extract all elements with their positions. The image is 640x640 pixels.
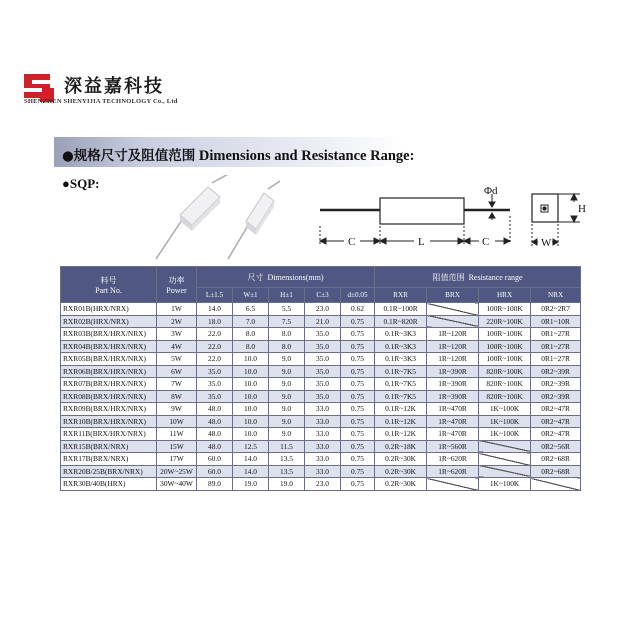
cell-dim-d: 0.75 [341, 428, 375, 441]
cell-res-nrx: 0R2~47R [531, 415, 581, 428]
cell-dim-h: 9.0 [269, 353, 305, 366]
section-title [62, 144, 414, 165]
model-label: ●SQP: [62, 176, 100, 191]
header-power: 功率 Power [157, 267, 197, 303]
cell-res-brx: 1R~390R [427, 390, 479, 403]
cell-dim-c: 33.0 [305, 440, 341, 453]
cell-part-no: RXR04B(BRX/HRX/NRX) [61, 340, 157, 353]
cell-res-rxr: 0.1R~12K [375, 415, 427, 428]
cell-part-no: RXR11B(BRX/HRX/NRX) [61, 428, 157, 441]
resistor-photo-2 [228, 181, 280, 259]
cell-dim-l: 48.0 [197, 440, 233, 453]
cell-res-hrx [479, 465, 531, 478]
cell-dim-l: 22.0 [197, 340, 233, 353]
cell-res-rxr: 0.2R~18K [375, 440, 427, 453]
cell-dim-d: 0.75 [341, 390, 375, 403]
cell-part-no: RXR02B(HRX/NRX) [61, 315, 157, 328]
cell-dim-w: 7.0 [233, 315, 269, 328]
drawing-label-c-right: C [482, 236, 490, 248]
cell-dim-w: 10.0 [233, 390, 269, 403]
cell-res-nrx: 0R2~39R [531, 390, 581, 403]
header-res-nrx: NRX [531, 288, 581, 303]
cell-part-no: RXR17B(BRX/NRX) [61, 453, 157, 466]
cell-dim-h: 8.0 [269, 328, 305, 341]
cell-res-rxr: 0.1R~100R [375, 303, 427, 316]
table-row [61, 478, 581, 491]
cell-res-nrx: 0R2~47R [531, 428, 581, 441]
cell-dim-d: 0.75 [341, 415, 375, 428]
table-row [61, 378, 581, 391]
cell-dim-w: 10.0 [233, 365, 269, 378]
cell-dim-d: 0.75 [341, 353, 375, 366]
cell-dim-h: 9.0 [269, 403, 305, 416]
cell-res-hrx: 100R~100K [479, 340, 531, 353]
cell-res-hrx [479, 440, 531, 453]
product-photos [150, 175, 280, 265]
cell-dim-h: 7.5 [269, 315, 305, 328]
cell-res-rxr: 0.2R~30K [375, 453, 427, 466]
cell-power: 30W~40W [157, 478, 197, 491]
cell-dim-h: 8.0 [269, 340, 305, 353]
cell-power: 4W [157, 340, 197, 353]
cell-dim-c: 23.0 [305, 303, 341, 316]
cell-res-hrx: 820R~100K [479, 390, 531, 403]
cell-res-rxr: 0.1R~3K3 [375, 328, 427, 341]
cell-dim-d: 0.75 [341, 440, 375, 453]
cell-part-no: RXR06B(BRX/HRX/NRX) [61, 365, 157, 378]
cell-dim-w: 10.0 [233, 353, 269, 366]
cell-res-hrx: 820R~100K [479, 378, 531, 391]
cell-dim-h: 5.5 [269, 303, 305, 316]
table-row [61, 315, 581, 328]
cell-res-hrx: 100R~100K [479, 328, 531, 341]
header-dim-h: H±1 [269, 288, 305, 303]
cell-res-nrx: 0R1~27R [531, 353, 581, 366]
cell-dim-h: 9.0 [269, 378, 305, 391]
cell-res-brx: 1R~620R [427, 453, 479, 466]
cell-dim-l: 35.0 [197, 365, 233, 378]
cell-power: 1W [157, 303, 197, 316]
header-dim-d: d±0.05 [341, 288, 375, 303]
cell-power: 17W [157, 453, 197, 466]
table-row [61, 365, 581, 378]
table-row [61, 465, 581, 478]
table-row [61, 453, 581, 466]
cell-res-rxr: 0.1R~3K3 [375, 340, 427, 353]
cell-dim-h: 9.0 [269, 390, 305, 403]
cell-dim-l: 18.0 [197, 315, 233, 328]
cell-dim-w: 8.0 [233, 328, 269, 341]
cell-dim-c: 35.0 [305, 340, 341, 353]
cell-dim-d: 0.62 [341, 303, 375, 316]
cell-dim-w: 8.0 [233, 340, 269, 353]
cell-dim-c: 33.0 [305, 428, 341, 441]
cell-power: 5W [157, 353, 197, 366]
header-dim-w: W±1 [233, 288, 269, 303]
cell-dim-d: 0.75 [341, 378, 375, 391]
cell-res-rxr: 0.1R~7K5 [375, 390, 427, 403]
cell-part-no: RXR05B(BRX/HRX/NRX) [61, 353, 157, 366]
cell-dim-c: 33.0 [305, 465, 341, 478]
cell-power: 6W [157, 365, 197, 378]
cell-res-rxr: 0.1R~12K [375, 403, 427, 416]
drawing-label-c-left: C [348, 236, 356, 248]
cell-res-brx: 1R~390R [427, 378, 479, 391]
drawing-label-l: L [418, 236, 425, 248]
cell-dim-c: 33.0 [305, 453, 341, 466]
cell-res-hrx: 220R~100K [479, 315, 531, 328]
cell-part-no: RXR08B(BRX/HRX/NRX) [61, 390, 157, 403]
cell-res-brx: 1R~620R [427, 465, 479, 478]
cell-dim-l: 89.0 [197, 478, 233, 491]
cell-dim-c: 35.0 [305, 328, 341, 341]
cell-dim-h: 11.5 [269, 440, 305, 453]
cell-dim-l: 22.0 [197, 353, 233, 366]
cell-res-brx [427, 315, 479, 328]
cell-dim-c: 33.0 [305, 403, 341, 416]
cell-res-hrx: 820R~100K [479, 365, 531, 378]
header-dim-l: L±1.5 [197, 288, 233, 303]
table-row [61, 415, 581, 428]
table-row [61, 403, 581, 416]
cell-power: 7W [157, 378, 197, 391]
cell-part-no: RXR10B(BRX/HRX/NRX) [61, 415, 157, 428]
cell-dim-d: 0.75 [341, 328, 375, 341]
cell-res-hrx [479, 453, 531, 466]
cell-dim-l: 35.0 [197, 390, 233, 403]
cell-dim-l: 48.0 [197, 428, 233, 441]
cell-res-hrx: 100R~100K [479, 353, 531, 366]
cell-dim-c: 23.0 [305, 478, 341, 491]
cell-dim-c: 35.0 [305, 353, 341, 366]
cell-dim-d: 0.75 [341, 403, 375, 416]
cell-power: 15W [157, 440, 197, 453]
cell-res-nrx: 0R1~27R [531, 340, 581, 353]
header-res-hrx: HRX [479, 288, 531, 303]
spec-table [60, 266, 581, 491]
cell-dim-w: 6.5 [233, 303, 269, 316]
cell-dim-d: 0.75 [341, 365, 375, 378]
cell-dim-h: 13.5 [269, 465, 305, 478]
cell-dim-l: 48.0 [197, 415, 233, 428]
cell-part-no: RXR01B(HRX/NRX) [61, 303, 157, 316]
cell-res-rxr: 0.2R~30K [375, 478, 427, 491]
dimension-drawing [316, 186, 592, 252]
cell-dim-d: 0.75 [341, 465, 375, 478]
cell-res-hrx: 1K~100K [479, 403, 531, 416]
cell-dim-w: 19.0 [233, 478, 269, 491]
cell-dim-d: 0.75 [341, 478, 375, 491]
cell-res-brx: 1R~560R [427, 440, 479, 453]
cell-res-nrx: 0R2~39R [531, 378, 581, 391]
cell-res-nrx [531, 478, 581, 491]
header-dimensions: 尺寸 Dimensions(mm) [197, 267, 375, 288]
cell-dim-h: 9.0 [269, 415, 305, 428]
cell-res-rxr: 0.1R~820R [375, 315, 427, 328]
cell-res-brx: 1R~470R [427, 415, 479, 428]
cell-dim-c: 33.0 [305, 415, 341, 428]
cell-res-brx: 1R~120R [427, 353, 479, 366]
cell-res-hrx: 1K~100K [479, 478, 531, 491]
cell-res-hrx: 1K~100K [479, 428, 531, 441]
cell-res-brx: 1R~390R [427, 365, 479, 378]
cell-dim-c: 21.0 [305, 315, 341, 328]
cell-dim-c: 35.0 [305, 390, 341, 403]
cell-res-nrx: 0R1~27R [531, 328, 581, 341]
header-res-rxr: RXR [375, 288, 427, 303]
cell-res-brx [427, 478, 479, 491]
cell-dim-w: 10.0 [233, 415, 269, 428]
cell-res-rxr: 0.2R~30K [375, 465, 427, 478]
cell-res-brx: 1R~470R [427, 403, 479, 416]
cell-power: 20W~25W [157, 465, 197, 478]
cell-res-rxr: 0.1R~7K5 [375, 365, 427, 378]
cell-dim-w: 10.0 [233, 428, 269, 441]
cell-res-hrx: 100R~100K [479, 303, 531, 316]
cell-dim-w: 14.0 [233, 453, 269, 466]
cell-dim-l: 60.0 [197, 465, 233, 478]
section-title-en: Dimensions and Resistance Range: [198, 148, 415, 164]
cell-part-no: RXR07B(BRX/HRX/NRX) [61, 378, 157, 391]
cell-dim-w: 10.0 [233, 403, 269, 416]
table-row [61, 440, 581, 453]
cell-res-nrx: 0R2~68R [531, 465, 581, 478]
header-dim-c: C±3 [305, 288, 341, 303]
cell-res-nrx: 0R1~10R [531, 315, 581, 328]
table-row [61, 328, 581, 341]
cell-part-no: RXR30B/40B(HRX) [61, 478, 157, 491]
cell-power: 9W [157, 403, 197, 416]
drawing-label-phid: Φd [484, 186, 498, 197]
cell-dim-w: 10.0 [233, 378, 269, 391]
cell-res-nrx: 0R2~56R [531, 440, 581, 453]
company-name-cn: 深益嘉科技 [64, 76, 164, 97]
cell-dim-w: 12.5 [233, 440, 269, 453]
cell-power: 11W [157, 428, 197, 441]
cell-power: 10W [157, 415, 197, 428]
cell-part-no: RXR20B/25B(BRX/NRX) [61, 465, 157, 478]
cell-dim-c: 35.0 [305, 365, 341, 378]
table-row [61, 340, 581, 353]
cell-res-brx: 1R~120R [427, 328, 479, 341]
cell-res-rxr: 0.1R~7K5 [375, 378, 427, 391]
cell-res-rxr: 0.1R~12K [375, 428, 427, 441]
cell-power: 8W [157, 390, 197, 403]
cell-dim-w: 14.0 [233, 465, 269, 478]
cell-dim-l: 48.0 [197, 403, 233, 416]
cell-dim-d: 0.75 [341, 315, 375, 328]
cell-dim-c: 35.0 [305, 378, 341, 391]
header-res-brx: BRX [427, 288, 479, 303]
cell-dim-l: 35.0 [197, 378, 233, 391]
cell-res-nrx: 0R2~47R [531, 403, 581, 416]
table-row [61, 390, 581, 403]
company-name-en: SHENZHEN SHENYIJIA TECHNOLOGY Co., Ltd [24, 98, 178, 105]
cell-res-nrx: 0R2~68R [531, 453, 581, 466]
cell-dim-l: 22.0 [197, 328, 233, 341]
cell-dim-h: 13.5 [269, 453, 305, 466]
cell-dim-l: 60.0 [197, 453, 233, 466]
drawing-label-h: H [578, 203, 586, 215]
cell-dim-h: 9.0 [269, 428, 305, 441]
table-header-row [61, 267, 581, 288]
cell-res-nrx: 0R2~2R7 [531, 303, 581, 316]
cell-power: 2W [157, 315, 197, 328]
header-resistance: 阻值范围 Resistance range [375, 267, 581, 288]
cell-res-nrx: 0R2~39R [531, 365, 581, 378]
table-row [61, 428, 581, 441]
cell-power: 3W [157, 328, 197, 341]
drawing-label-w: W [541, 237, 552, 249]
table-row [61, 303, 581, 316]
cell-part-no: RXR09B(BRX/HRX/NRX) [61, 403, 157, 416]
cell-res-brx [427, 303, 479, 316]
cell-res-brx: 1R~470R [427, 428, 479, 441]
cell-dim-h: 9.0 [269, 365, 305, 378]
cell-part-no: RXR03B(BRX/HRX/NRX) [61, 328, 157, 341]
cell-dim-h: 19.0 [269, 478, 305, 491]
cell-dim-d: 0.75 [341, 453, 375, 466]
cell-dim-l: 14.0 [197, 303, 233, 316]
resistor-photo-1 [156, 175, 230, 259]
spec-table-body [61, 303, 581, 491]
cell-res-rxr: 0.1R~3K3 [375, 353, 427, 366]
section-title-cn: ●规格尺寸及阻值范围 [62, 148, 196, 164]
cell-dim-d: 0.75 [341, 340, 375, 353]
cell-res-brx: 1R~120R [427, 340, 479, 353]
table-row [61, 353, 581, 366]
cell-part-no: RXR15B(BRX/NRX) [61, 440, 157, 453]
header-part-no: 料号 Part No. [61, 267, 157, 303]
cell-res-hrx: 1K~100K [479, 415, 531, 428]
